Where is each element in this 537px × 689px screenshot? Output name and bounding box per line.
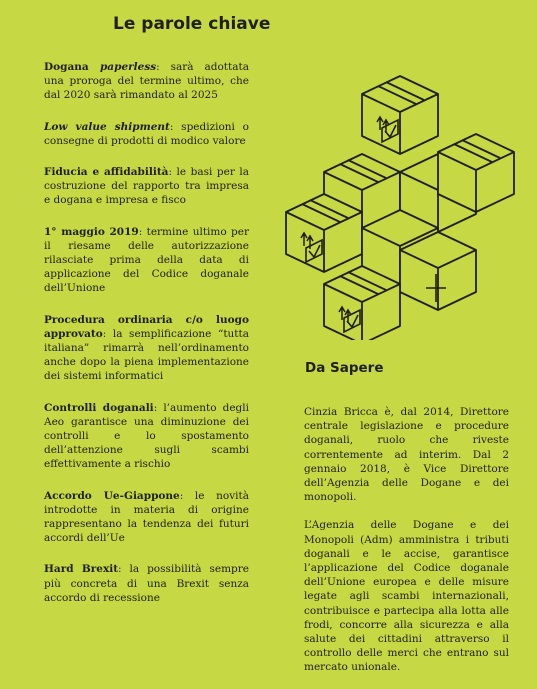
stacked-boxes-icon <box>280 40 530 340</box>
da-sapere-body <box>304 405 509 689</box>
keyword-item <box>44 401 249 472</box>
keyword-term: Hard Brexit <box>44 563 119 576</box>
keyword-text: : sarà adottata una proroga del termine ultimo, che dal 2020 sarà rimandato al 2025 <box>44 61 249 102</box>
keyword-item <box>44 120 249 148</box>
box-middle-right <box>438 134 514 212</box>
keyword-text: : la possibilità sempre più concreta di una Brexit senza accordo di recessione <box>44 563 249 604</box>
box-right <box>400 232 476 310</box>
keyword-text: : l’aumento degli Aeo garantisce una diminuzione dei controlli e lo spostamento dell’attenzione sugli scambi effettivamente a rischio <box>44 401 249 471</box>
keyword-text: : la semplificazione “tutta italiana” rimarrà nell’ordinamento anche dopo la piena implementazione dei sistemi informatici <box>44 327 249 383</box>
keyword-item <box>44 60 249 103</box>
keyword-item <box>44 313 249 384</box>
keyword-term: Fiducia e affidabilità <box>44 166 169 179</box>
keyword-term: Low value shipment <box>44 120 170 133</box>
da-sapere-paragraph: L’Agenzia delle Dogane e dei Monopoli (Adm) amministra i tributi doganali e le accise, garantisce l’applicazione del Codice doganale dell’Unione europea e delle misure legate agli scambi internazionali, contribuisce e partecipa alla lotta alle frodi, concorre alla sicurezza e alla salute dei cittadini attraverso il controllo delle merci che entrano sul mercato unionale. <box>304 519 509 674</box>
keyword-term: Controlli doganali <box>44 401 154 414</box>
keywords-list <box>44 60 249 622</box>
keyword-text: : le basi per la costruzione del rapporto tra impresa e dogana e impresa e fisco <box>44 166 249 207</box>
keyword-item <box>44 489 249 546</box>
keyword-term: Procedura ordinaria c/o luogo approvato <box>44 313 249 340</box>
page-title: Le parole chiave <box>113 14 271 34</box>
keyword-text: : le novità introdotte in materia di origine rappresentano la tendenza dei futuri accordi dell’Ue <box>44 489 249 545</box>
keyword-term: 1° maggio 2019 <box>44 225 139 238</box>
da-sapere-paragraph: Cinzia Bricca è, dal 2014, Direttore centrale legislazione e procedure doganali, ruolo che riveste correntemente ad interim. Dal 2 gennaio 2018, è Vice Direttore dell’Agenzia delle Dogane e dei monopoli. <box>304 406 509 504</box>
keyword-text: : spedizioni o consegne di prodotti di modico valore <box>44 120 249 147</box>
keyword-text: : termine ultimo per il riesame delle autorizzazione rilasciate prima della data di applicazione del Codice doganale dell’Unione <box>44 225 249 295</box>
keyword-item <box>44 225 249 296</box>
da-sapere-title: Da Sapere <box>305 360 384 376</box>
keyword-term: Accordo Ue-Giappone <box>44 489 180 502</box>
box-left <box>286 194 362 272</box>
keyword-item <box>44 562 249 605</box>
keyword-item <box>44 165 249 208</box>
keyword-term: Dogana paperless <box>44 61 157 73</box>
box-top <box>362 76 438 154</box>
